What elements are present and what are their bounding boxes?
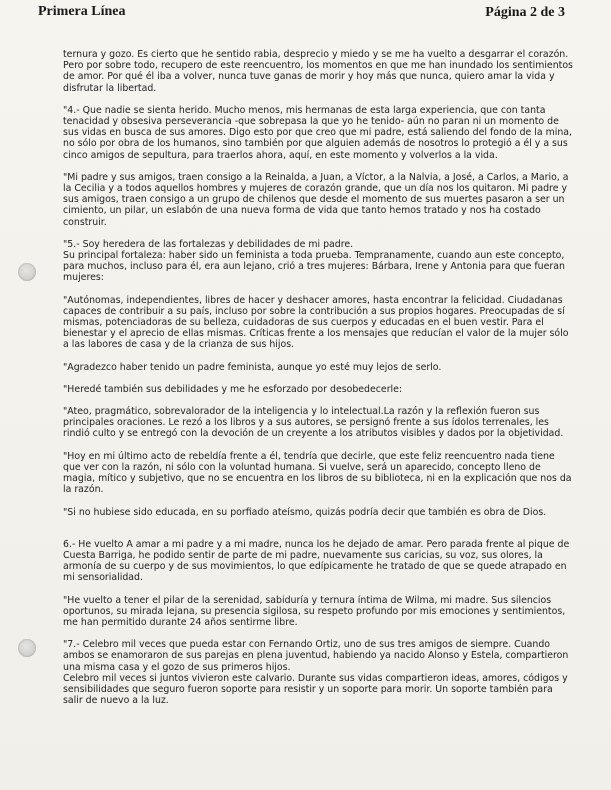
paragraph: "4.- Que nadie se sienta herido. Mucho menos, mis hermanas de esta larga experiencia, que con tanta tenacidad y obsesiva perseverancia -que sobrepasa la que yo he tenido- aún no paran ni un momento de sus vidas en busca de sus amores. Digo esto por que creo que mi padre, está saliendo del fondo de la mina, no sólo por obra de los humanos, sino también por que alguien además de nosotros lo protegió a él y a sus cinco amigos de sepultura, para traerlos ahora, aquí, en este momento y volverlos a la vida. bbox=[63, 104, 573, 161]
paragraph: "Si no hubiese sido educada, en su porfiado ateísmo, quizás podría decir que también es obra de Dios. bbox=[63, 506, 547, 518]
paragraph: "Ateo, pragmático, sobrevalorador de la inteligencia y lo intelectual.La razón y la reflexión fueron sus principales oraciones. Le rezó a los libros y a sus autores, se persignó frente a sus ídolos terrenales, les rindió culto y se entregó con la devoción de un creyente a los atributos visibles y dados por la objetividad. bbox=[63, 406, 564, 440]
paragraph: ternura y gozo. Es cierto que he sentido rabia, desprecio y miedo y se me ha vuelto a desgarrar el corazón. Pero por sobre todo, recupero de este reencuentro, los momentos en que me han inundado los sentimientos de amor. Por qué él iba a volver, nunca tuve ganas de morir y hoy más que nunca, quiero amar la vida y disfrutar la libertad. bbox=[63, 49, 573, 94]
punch-hole bbox=[18, 639, 36, 657]
paragraph: "7.- Celebro mil veces que pueda estar con Fernando Ortiz, uno de sus tres amigos de siempre. Cuando ambos se enamoraron de sus parejas en plena juventud, habiendo ya nacido Alonso y Estela, compartieron una misma casa y el gozo de sus primeros hijos. Celebro mil veces si juntos vivieron este calvario. Durante sus vidas compartieron ideas, amores, códigos y sensibilidades que seguro fueron soporte para resistir y un soporte para morir. Un soporte también para salir de nuevo a la luz. bbox=[63, 639, 569, 707]
paragraph: "Autónomas, independientes, libres de hacer y deshacer amores, hasta encontrar la felicidad. Ciudadanas capaces de contribuir a su país, incluso por sobre la contribución a sus propios hogares. Preocupadas de sí mismas, potenciadoras de su belleza, cuidadoras de sus cuerpos y educadas en el buen vestir. Para el bienestar y el aprecio de ellas mismas. Críticas frente a los mensajes que reducían el valor de la mujer sólo a las labores de casa y de la crianza de sus hijos. bbox=[63, 294, 569, 351]
paragraph: 6.- He vuelto A amar a mi padre y a mi madre, nunca los he dejado de amar. Pero parada frente al pique de Cuesta Barriga, he podido sentir de parte de mi padre, nuevamente sus caricias, su voz, sus olores, la armonía de su cuerpo y de sus movimientos, lo que edípicamente he tratado de que se quede atrapado en mi sensorialidad. bbox=[63, 538, 570, 584]
paragraph: "5.- Soy heredera de las fortalezas y debilidades de mi padre. Su principal fortaleza: haber sido un feminista a toda prueba. Tempranamente, cuando aun este concepto, para muchos, incluso para él, era aun lejano, crió a tres mujeres: Bárbara, Irene y Antonia para que fueran mujeres: bbox=[63, 238, 565, 284]
paragraph: "Mi padre y sus amigos, traen consigo a la Reinalda, a Juan, a Víctor, a la Nalvia, a José, a Carlos, a Mario, a la Cecilia y a todos aquellos hombres y mujeres de corazón grande, que un día nos los quitaron. Mi padre y sus amigos, traen consigo a un grupo de chilenos que desde el momento de sus muertes pasaron a ser un cimiento, un pilar, un eslabón de una nueva forma de vida que tanto hemos tratado y nos ha costado construir. bbox=[63, 171, 569, 228]
document-body bbox=[63, 49, 575, 717]
paragraph: "Heredé también sus debilidades y me he esforzado por desobedecerle: bbox=[63, 383, 403, 395]
page-number: Página 2 de 3 bbox=[485, 5, 565, 20]
paragraph: "He vuelto a tener el pilar de la serenidad, sabiduría y ternura íntima de Wilma, mi madre. Sus silencios oportunos, su mirada lejana, su presencia sigilosa, su respeto profundo por mis emociones y sentimientos, me han permitido durante 24 años sentirme libre. bbox=[63, 594, 566, 628]
punch-hole bbox=[18, 263, 36, 281]
header-title: Primera Línea bbox=[38, 4, 126, 19]
paragraph: "Agradezco haber tenido un padre feminista, aunque yo esté muy lejos de serlo. bbox=[63, 361, 442, 373]
paragraph: "Hoy en mi último acto de rebeldía frente a él, tendría que decirle, que este feliz reencuentro nada tiene que ver con la razón, ni sólo con la voluntad humana. Si vuelve, será un aparecido, concepto lleno de magia, mítico y subjetivo, que no se encuentra en los libros de su biblioteca, ni en la explicación que nos da la razón. bbox=[63, 450, 572, 496]
